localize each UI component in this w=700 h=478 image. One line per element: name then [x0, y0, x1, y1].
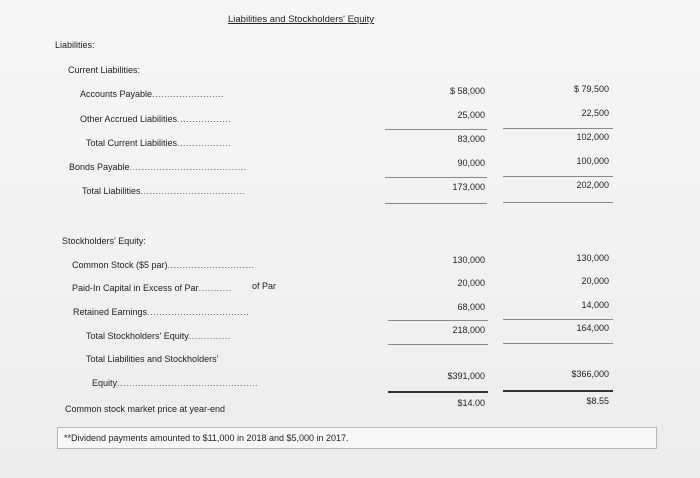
value-accounts-payable-2017: $ 79,500 — [573, 84, 609, 94]
subtotal-rule — [388, 320, 488, 321]
row-label-total-liabilities: Total Liabilities................................... — [82, 186, 246, 196]
total-rule — [503, 202, 613, 203]
value-total-liabilities-2018: 173,000 — [452, 182, 485, 192]
subtotal-rule — [503, 128, 613, 129]
value-other-accrued-2018: 25,000 — [457, 110, 485, 120]
row-label-total-liab-se-line1: Total Liabilities and Stockholders' — [86, 354, 219, 364]
total-rule — [388, 344, 488, 345]
value-paid-in-capital-2018: 20,000 — [457, 278, 485, 288]
value-market-price-2017: $8.55 — [586, 396, 609, 406]
value-accounts-payable-2018: $ 58,000 — [449, 86, 485, 96]
section-stockholders-equity: Stockholders' Equity: — [62, 236, 146, 246]
value-market-price-2018: $14.00 — [457, 398, 485, 408]
subtotal-rule — [385, 129, 487, 130]
grand-total-rule — [388, 391, 488, 393]
footnote-text: **Dividend payments amounted to $11,000 in 2018 and $5,000 in 2017. — [64, 433, 349, 443]
value-retained-earnings-2018: 68,000 — [457, 302, 485, 312]
grand-total-rule — [503, 390, 613, 392]
value-retained-earnings-2017: 14,000 — [581, 300, 609, 310]
section-liabilities: Liabilities: — [55, 40, 95, 50]
total-rule — [503, 343, 613, 344]
subtotal-rule — [503, 319, 613, 320]
value-paid-in-capital-2017: 20,000 — [581, 276, 609, 286]
value-bonds-payable-2017: 100,000 — [576, 156, 609, 166]
row-label-total-stockholders-equity: Total Stockholders' Equity.............. — [86, 331, 231, 341]
value-total-se-2018: 218,000 — [452, 325, 485, 335]
row-label-retained-earnings: Retained Earnings.................................. — [73, 307, 250, 317]
row-label-paid-in-capital-suffix: of Par — [252, 281, 277, 291]
subtotal-rule — [385, 177, 487, 178]
row-label-total-liab-se-line2: Equity............................................... — [92, 378, 259, 388]
value-total-liabilities-2017: 202,000 — [576, 180, 609, 190]
subtotal-rule — [503, 176, 613, 177]
value-total-current-2018: 83,000 — [457, 134, 485, 144]
footnote-box — [57, 427, 657, 449]
row-label-market-price: Common stock market price at year-end — [65, 404, 226, 414]
row-label-paid-in-capital: Paid-In Capital in Excess of Par........... — [72, 283, 232, 293]
row-label-bonds-payable: Bonds Payable....................................... — [69, 162, 247, 172]
value-common-stock-2018: 130,000 — [452, 255, 485, 265]
row-label-other-accrued: Other Accrued Liabilities.................. — [80, 114, 232, 124]
value-total-se-2017: 164,000 — [576, 323, 609, 333]
row-label-accounts-payable: Accounts Payable........................ — [80, 89, 225, 99]
value-total-liab-se-2017: $366,000 — [571, 369, 609, 379]
section-current-liabilities: Current Liabilities: — [68, 65, 141, 75]
value-other-accrued-2017: 22,500 — [581, 108, 609, 118]
value-total-current-2017: 102,000 — [576, 132, 609, 142]
row-label-common-stock: Common Stock ($5 par)............................. — [72, 260, 255, 270]
row-label-total-current: Total Current Liabilities.................. — [86, 138, 232, 148]
value-common-stock-2017: 130,000 — [576, 253, 609, 263]
total-rule — [385, 203, 487, 204]
page-title: Liabilities and Stockholders' Equity — [228, 14, 374, 25]
value-total-liab-se-2018: $391,000 — [447, 371, 485, 381]
value-bonds-payable-2018: 90,000 — [457, 158, 485, 168]
